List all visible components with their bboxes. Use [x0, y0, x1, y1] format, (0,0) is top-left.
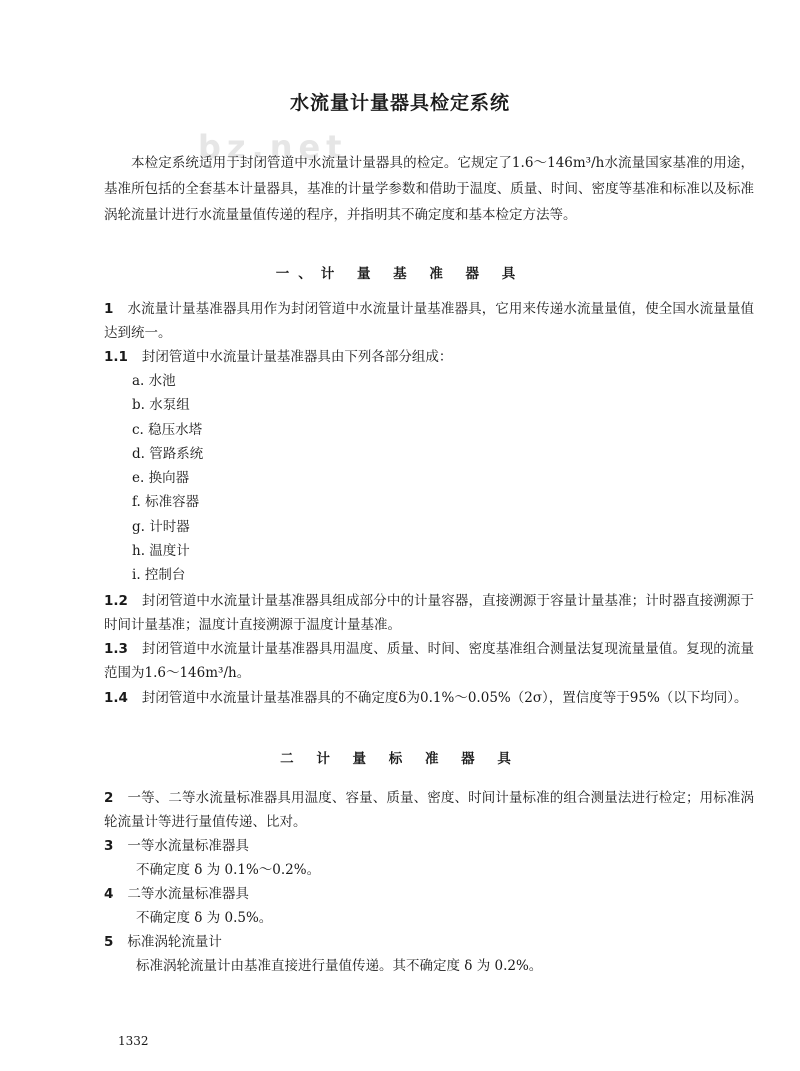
- intro-paragraph: 本检定系统适用于封闭管道中水流量计量器具的检定。它规定了1.6～146m³/h水流量国家基准的用途，基准所包括的全套基本计量器具，基准的计量学参数和借助于温度、质量、时间、密度等基准和标准以及标准涡轮流量计进行水流量量值传递的程序，并指明其不确定度和基本检定方法等。: [104, 155, 754, 223]
- paragraph-number: 1: [104, 301, 114, 317]
- list-item: g. 计时器: [132, 518, 190, 535]
- section-heading-2: 二 计 量 标 准 器 具: [280, 751, 520, 767]
- paragraph-5-heading: [104, 930, 222, 954]
- paragraph-number: 2: [104, 790, 114, 806]
- section-heading-1: 一、计 量 基 准 器 具: [275, 266, 525, 282]
- component-list: [132, 369, 203, 588]
- paragraph-number: 1.2: [104, 593, 128, 609]
- paragraph-2: [104, 786, 754, 834]
- paragraph-number: 3: [104, 838, 114, 854]
- paragraph-text: 封闭管道中水流量计量基准器具用温度、质量、时间、密度基准组合测量法复现流量量值。复现的流量范围为1.6～146m³/h。: [104, 641, 754, 681]
- list-item: a. 水池: [132, 373, 176, 389]
- paragraph-4-heading: [104, 882, 249, 906]
- paragraph-text: 封闭管道中水流量计量基准器具由下列各部分组成：: [141, 349, 453, 365]
- paragraph-label: 二等水流量标准器具: [127, 886, 249, 902]
- list-item: i. 控制台: [132, 567, 186, 584]
- paragraph-4-detail: 不确定度 δ 为 0.5%。: [136, 910, 273, 926]
- list-item: e. 换向器: [132, 470, 190, 487]
- watermark: bz.net: [198, 128, 348, 166]
- paragraph-1-1: [104, 345, 754, 369]
- paragraph-number: 1.3: [104, 641, 128, 657]
- paragraph-1-3: [104, 637, 754, 685]
- list-item: h. 温度计: [132, 543, 190, 560]
- paragraph-1: [104, 297, 754, 345]
- paragraph-text: 一等、二等水流量标准器具用温度、容量、质量、密度、时间计量标准的组合测量法进行检定；用标准涡轮流量计等进行量值传递、比对。: [104, 790, 754, 830]
- list-item: c. 稳压水塔: [132, 421, 203, 438]
- paragraph-3-detail: 不确定度 δ 为 0.1%～0.2%。: [136, 862, 321, 878]
- page-number: 1332: [118, 1034, 149, 1048]
- paragraph-number: 4: [104, 886, 114, 902]
- list-item: d. 管路系统: [132, 445, 204, 462]
- paragraph-label: 标准涡轮流量计: [127, 934, 222, 950]
- paragraph-text: 封闭管道中水流量计量基准器具组成部分中的计量容器，直接溯源于容量计量基准；计时器直接溯源于时间计量基准；温度计直接溯源于温度计量基准。: [104, 593, 754, 633]
- list-item: b. 水泵组: [132, 397, 190, 414]
- paragraph-1-4: [104, 686, 754, 710]
- list-item: f. 标准容器: [132, 494, 200, 511]
- paragraph-number: 5: [104, 934, 114, 950]
- paragraph-number: 1.1: [104, 349, 128, 365]
- paragraph-5-detail: 标准涡轮流量计由基准直接进行量值传递。其不确定度 δ 为 0.2%。: [136, 958, 543, 974]
- paragraph-1-2: [104, 589, 754, 637]
- paragraph-number: 1.4: [104, 690, 128, 706]
- paragraph-text: 水流量计量基准器具用作为封闭管道中水流量计量基准器具，它用来传递水流量量值，使全国水流量量值达到统一。: [104, 301, 754, 341]
- paragraph-label: 一等水流量标准器具: [127, 838, 249, 854]
- paragraph-text: 封闭管道中水流量计量基准器具的不确定度δ为0.1%～0.05%（2σ），置信度等于95%（以下均同）。: [141, 690, 748, 706]
- paragraph-3-heading: [104, 834, 249, 858]
- page-title: 水流量计量器具检定系统: [289, 92, 510, 114]
